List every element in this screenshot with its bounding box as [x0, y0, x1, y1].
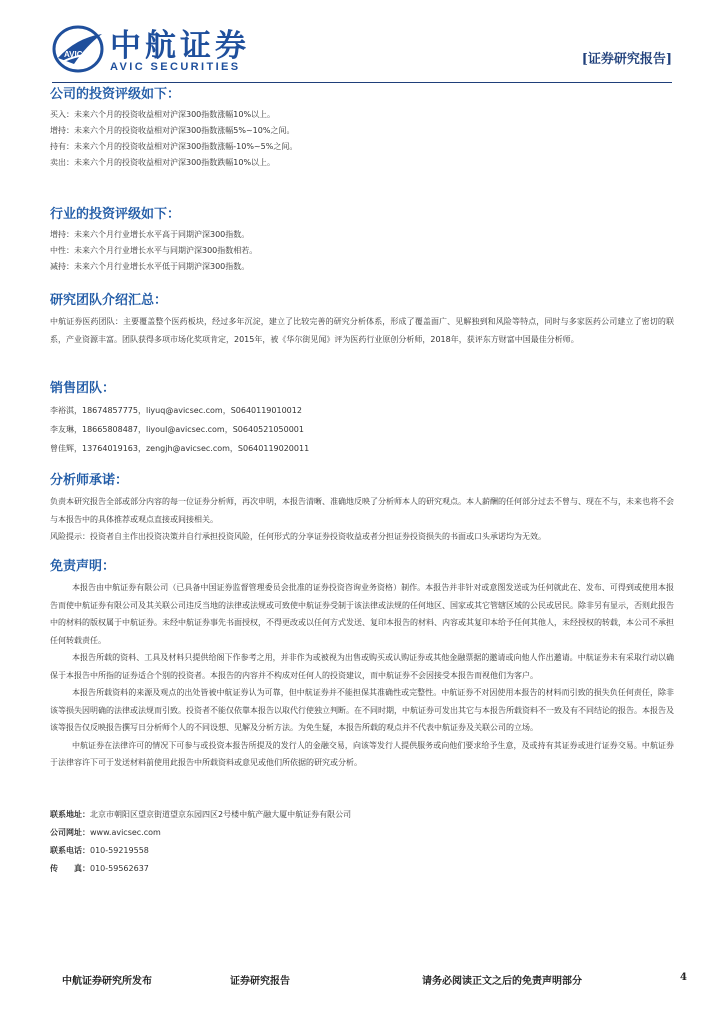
main-content — [50, 86, 674, 878]
footer-publisher: 中航证券研究所发布 — [62, 976, 152, 987]
sales-section — [50, 380, 674, 472]
page-number: 4 — [680, 972, 687, 983]
analyst-section — [50, 472, 674, 558]
sales-title: 销售团队： — [50, 381, 116, 396]
disclaimer-paragraph: 中航证券在法律许可的情况下可参与或投资本报告所提及的发行人的金融交易，向该等发行人提供服务或向他们要求给予生意，及或持有其证券或进行证券交易。中航证券于法律容许下可于发送材料前使用此报告中所载资料或意见或他们所依据的研究或分析。 — [50, 740, 674, 767]
disclaimer-paragraph: 本报告所载资料的来源及观点的出处皆被中航证券认为可靠，但中航证券并不能担保其准确性或完整性。中航证券不对因使用本报告的材料而引致的损失负任何责任，除非该等损失因明确的法律或法规而引致。投资者不能仅依靠本报告以取代行使独立判断。在不同时期，中航证券可发出其它与本报告所载资料不一致及有不同结论的报告。本报告及该等报告仅反映报告撰写日分析师个人的不同设想、见解及分析方法。为免生疑，本报告所载的观点并不代表中航证券及关联公司的立场。 — [50, 688, 674, 732]
fax-value: 010-59562637 — [90, 864, 149, 873]
industry-rating-item: 中性：未来六个月行业增长水平与同期沪深300指数相若。 — [50, 246, 258, 255]
contact-fax — [50, 860, 674, 878]
disclaimer-title: 免责声明： — [50, 559, 116, 574]
industry-rating-item: 减持：未来六个月行业增长水平低于同期沪深300指数。 — [50, 262, 250, 271]
header-divider — [52, 82, 672, 83]
address-label: 联系地址： — [50, 810, 90, 819]
address-value: 北京市朝阳区望京街道望京东园四区2号楼中航产融大厦中航证券有限公司 — [90, 810, 352, 819]
avic-logo — [52, 20, 292, 78]
avic-emblem-icon — [52, 24, 106, 74]
disclaimer-paragraph: 本报告由中航证券有限公司（已具备中国证券监督管理委员会批准的证券投资咨询业务资格）制作。本报告并非针对或意图发送或为任何就此在、发布、可得到或使用本报告而使中航证券有限公司及其关联公司违反当地的法律或法规或可致使中航证券受制于该法律或法规的任何地区、国家或其它管辖区域的公民或居民。除非另有显示，否则此报告中的材料的版权属于中航证券。未经中航证券事先书面授权，不得更改或以任何方式发送、复印本报告的材料、内容或其复印本给予任何其他人，未经授权的转载，本公司不承担任何转载责任。 — [50, 583, 674, 645]
report-type-tag: [证券研究报告] — [581, 52, 672, 67]
sales-contact: 李友琳，18665808487，liyoul@avicsec.com，S0640521050001 — [50, 425, 304, 434]
phone-value: 010-59219558 — [90, 846, 149, 855]
sales-contact: 曾佳辉，13764019163，zengjh@avicsec.com，S0640119020011 — [50, 444, 310, 453]
team-section — [50, 292, 674, 380]
disclaimer-section — [50, 558, 674, 806]
company-rating-section — [50, 86, 674, 206]
company-rating-item: 卖出：未来六个月的投资收益相对沪深300指数跌幅10%以上。 — [50, 158, 276, 167]
analyst-statement: 负责本研究报告全部或部分内容的每一位证券分析师，再次申明，本报告清晰、准确地反映了分析师本人的研究观点。本人薪酬的任何部分过去不曾与、现在不与，未来也将不会与本报告中的具体推荐或观点直接或间接相关。 — [50, 497, 674, 524]
page-header — [52, 18, 672, 82]
fax-label: 传 真： — [50, 864, 90, 873]
company-rating-item: 买入：未来六个月的投资收益相对沪深300指数涨幅10%以上。 — [50, 110, 276, 119]
logo-chinese-name: 中航证券 — [110, 28, 250, 64]
footer-disclaimer-note: 请务必阅读正文之后的免责声明部分 — [422, 976, 582, 987]
footer-report-type: 证券研究报告 — [230, 976, 290, 987]
company-rating-item: 增持：未来六个月的投资收益相对沪深300指数涨幅5%~10%之间。 — [50, 126, 295, 135]
page-footer — [62, 972, 690, 992]
contact-address — [50, 806, 674, 824]
sales-contact: 李裕淇，18674857775，liyuq@avicsec.com，S0640119010012 — [50, 406, 302, 415]
avic-mark-text: AVIC — [64, 50, 83, 59]
team-description: 中航证券医药团队：主要覆盖整个医药板块，经过多年沉淀，建立了比较完善的研究分析体系，形成了覆盖面广、见解独到和风险等特点，同时与多家医药公司建立了密切的联系，产业资源丰富。团队获得多项市场化奖项肯定，2015年，被《华尔街见闻》评为医药行业原创分析师，2018年，获评东方财富中国最佳分析师。 — [50, 317, 674, 344]
website-label: 公司网址： — [50, 828, 90, 837]
contact-website — [50, 824, 674, 842]
logo-english-name: AVIC SECURITIES — [110, 61, 241, 73]
industry-rating-section — [50, 206, 674, 292]
industry-rating-title: 行业的投资评级如下： — [50, 207, 181, 222]
phone-label: 联系电话： — [50, 846, 90, 855]
team-title: 研究团队介绍汇总： — [50, 293, 168, 308]
company-rating-title: 公司的投资评级如下： — [50, 87, 181, 102]
website-value[interactable]: www.avicsec.com — [90, 828, 161, 837]
disclaimer-paragraph: 本报告所载的资料、工具及材料只提供给阁下作参考之用，并非作为或被视为出售或购买或认购证券或其他金融票据的邀请或向他人作出邀请。中航证券未有采取行动以确保于本报告中所指的证券适合个别的投资者。本报告的内容并不构成对任何人的投资建议，而中航证券不会因接受本报告而视他们为客户。 — [50, 653, 674, 680]
contact-section — [50, 806, 674, 878]
industry-rating-item: 增持：未来六个月行业增长水平高于同期沪深300指数。 — [50, 230, 250, 239]
analyst-title: 分析师承诺： — [50, 473, 129, 488]
company-rating-item: 持有：未来六个月的投资收益相对沪深300指数涨幅-10%~5%之间。 — [50, 142, 298, 151]
contact-phone — [50, 842, 674, 860]
risk-warning: 风险提示：投资者自主作出投资决策并自行承担投资风险，任何形式的分享证券投资收益或者分担证券投资损失的书面或口头承诺均为无效。 — [50, 532, 546, 541]
